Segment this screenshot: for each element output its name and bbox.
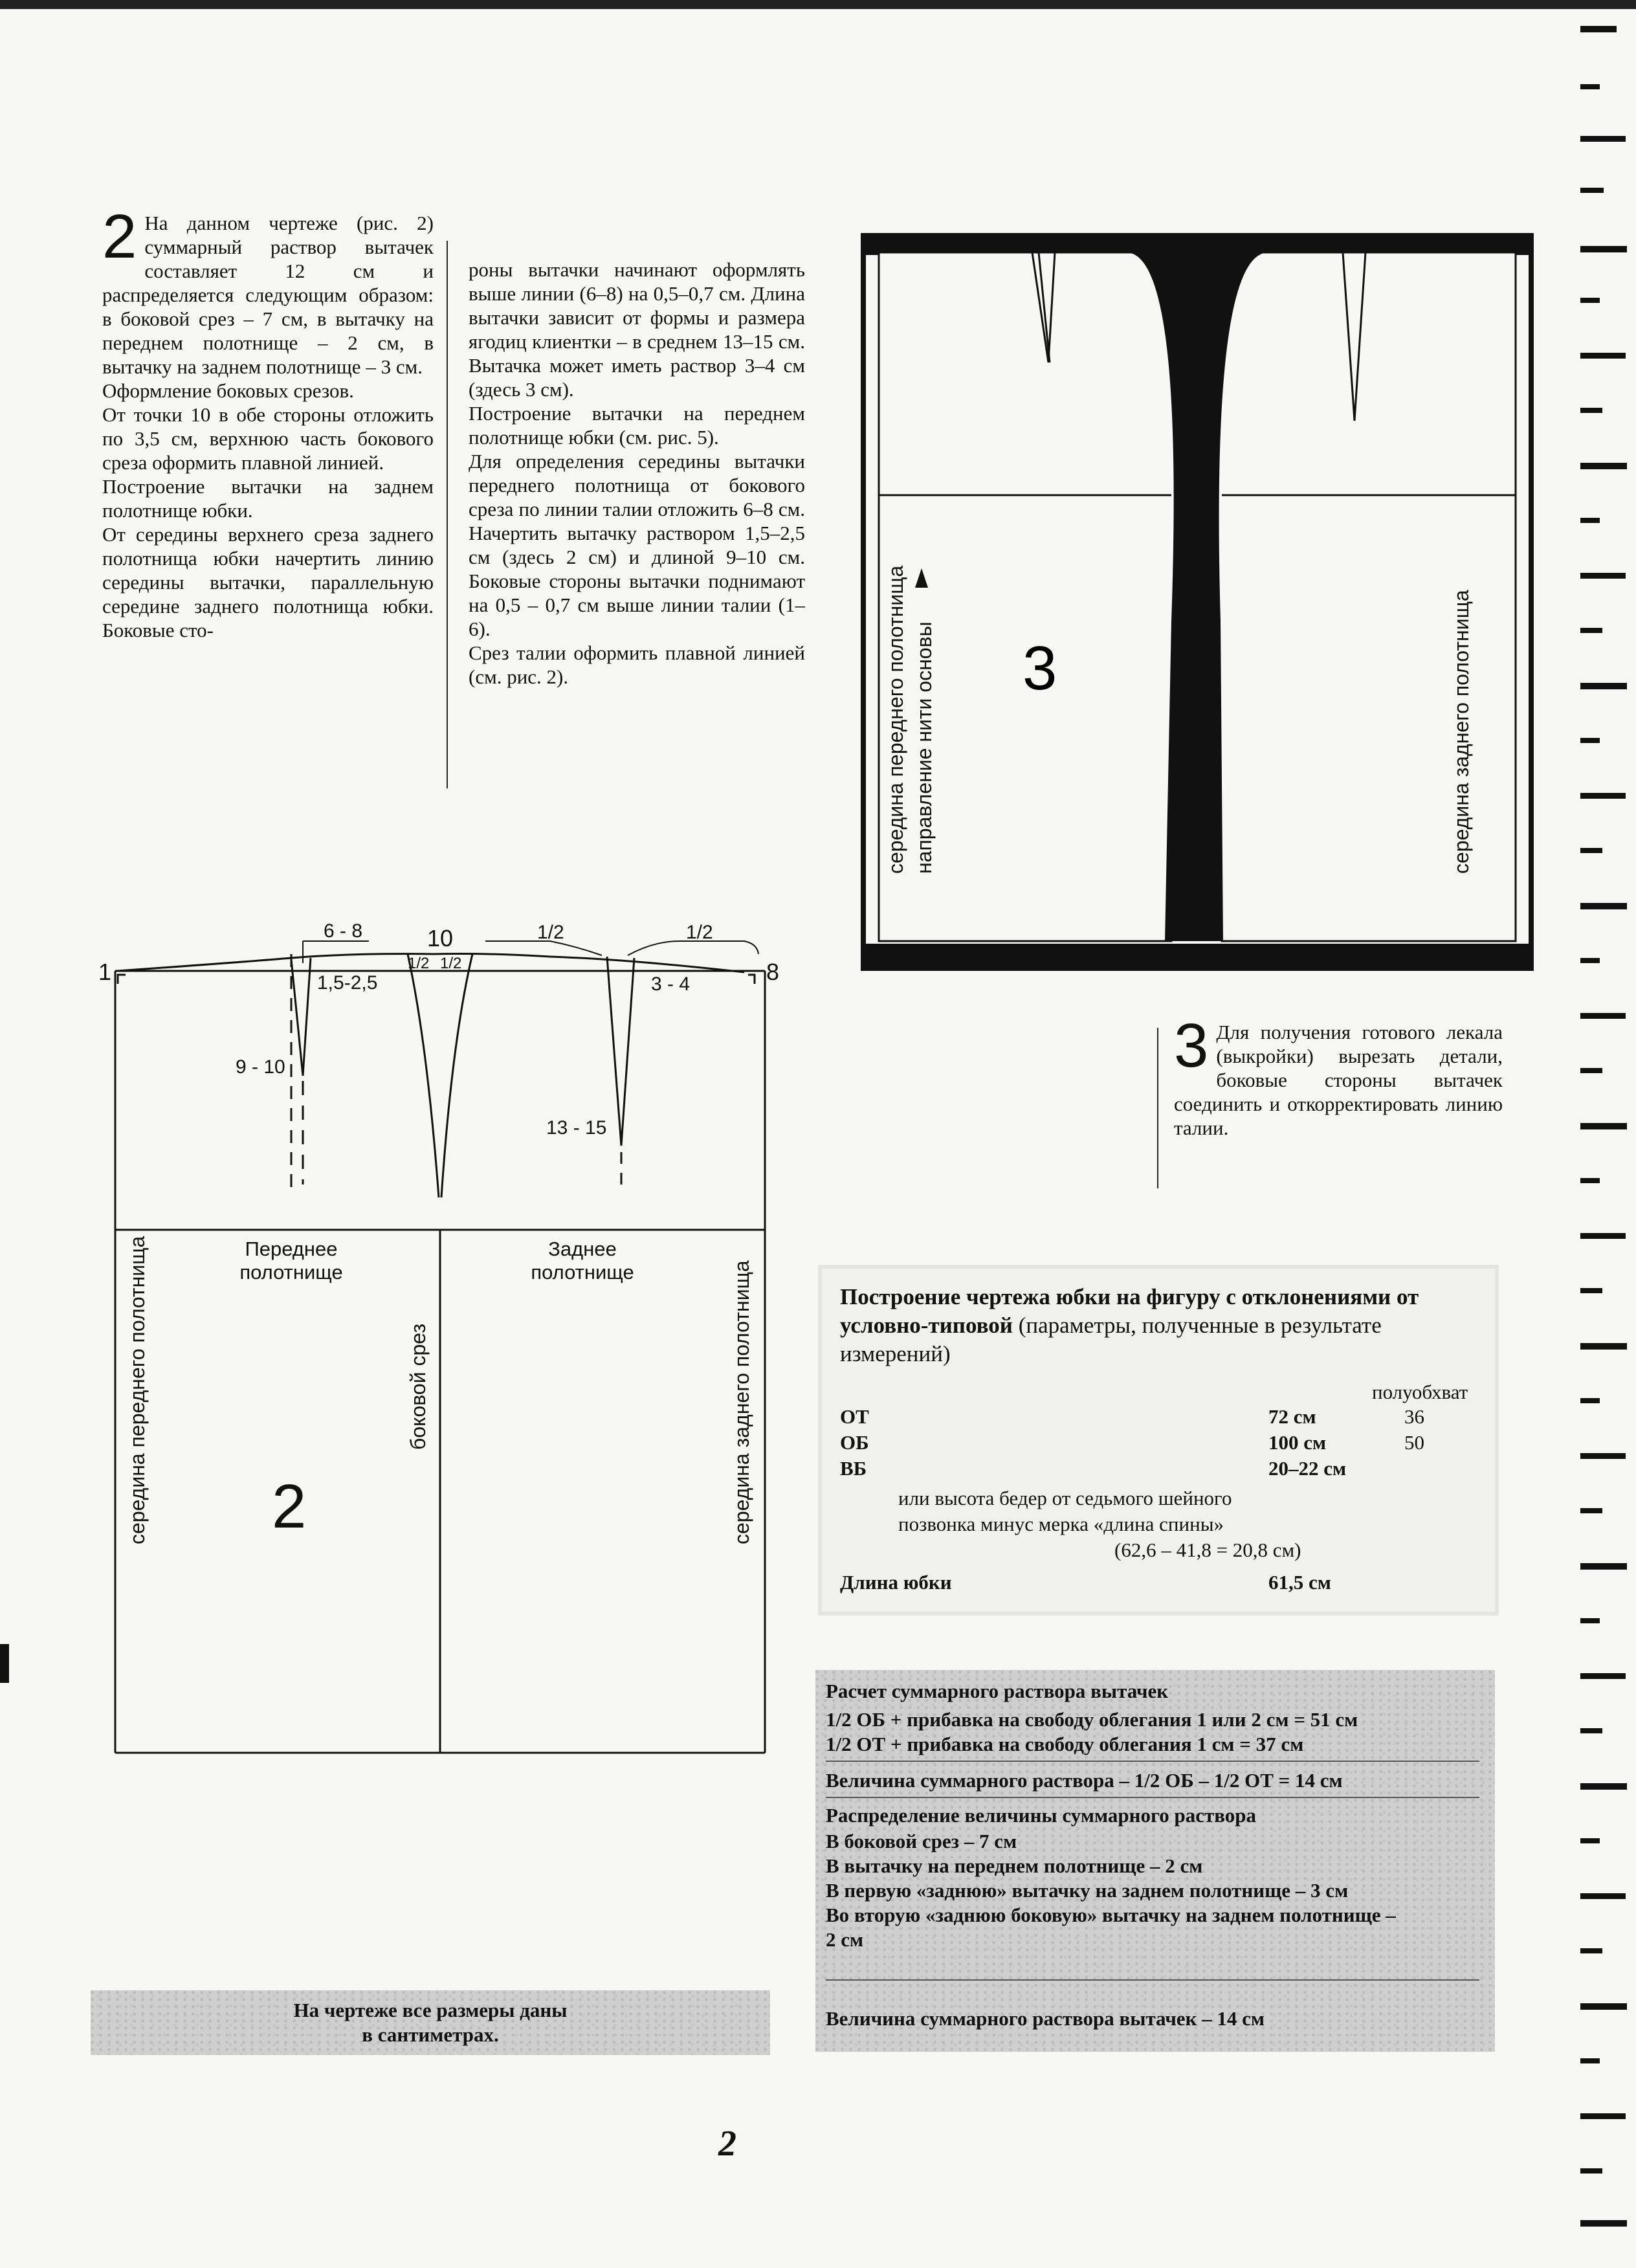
section2-column-1 [102, 202, 434, 642]
calc-title: Расчет суммарного раствора вытачек [826, 1680, 1169, 1702]
dim-6-8: 6 - 8 [324, 920, 363, 942]
calc-dist-line: В вытачку на переднем полотнище – 2 см [826, 1854, 1203, 1877]
dim-half-3: 1/2 [537, 922, 564, 943]
units-note-line-1: На чертеже все размеры даны [293, 1999, 568, 2021]
half-girth-header: полуобхват [1372, 1381, 1468, 1403]
calc-dist-line: В первую «заднюю» вытачку на заднем полотнище – 3 см [826, 1879, 1349, 1902]
table-row-name: ВБ [840, 1457, 867, 1480]
point-10: 10 [427, 925, 454, 951]
calc-divider [826, 1979, 1479, 1981]
section2-paragraph: Срез талии оформить плавной линией (см. рис. 2). [469, 641, 805, 688]
dim-1-5-2-5: 1,5-2,5 [317, 972, 378, 994]
figure-3-left-label-2: направление нити основы [912, 621, 936, 874]
front-panel-label: Переднее полотнище [239, 1238, 343, 1284]
table-title-bold: Построение чертежа юбки на фигуру с отклонениями от условно-типовой [840, 1284, 1419, 1338]
section3-paragraph: Для получения готового лекала (выкройки) вырезать детали, боковые стороны вытачек соединить и откорректировать линию талии. [1174, 1021, 1503, 1139]
table-row-half: 36 [1404, 1405, 1424, 1428]
figure-2-diagram [97, 913, 796, 1767]
calc-divider [826, 1797, 1479, 1798]
figure-3-right-label: середина заднего полотнища [1450, 590, 1473, 874]
table-title-rest: (параметры, полученные в результате измерений) [840, 1313, 1382, 1366]
back-panel-label: Заднее полотнище [531, 1238, 634, 1284]
table-row-value: 20–22 см [1268, 1457, 1347, 1480]
dim-half-2: 1/2 [440, 955, 462, 972]
figure-3-left-label-1: середина переднего полотнища [884, 565, 907, 874]
calc-line: 1/2 ОТ + прибавка на свободу облегания 1 см = 37 см [826, 1733, 1304, 1755]
table-row-value: 100 см [1268, 1431, 1327, 1454]
section2-paragraph: Для определения середины вытачки переднего полотнища от бокового среза по линии талии отложить 6–8 см. Начертить вытачку раствором 1,5–2,5 см (здесь 2 см) и длиной 9–10 см. Боковые стороны вытачки поднимают на 0,5 – 0,7 см выше линии талии (1–6). [469, 450, 805, 640]
figure-3-number: 3 [1022, 634, 1057, 703]
parameters-table [822, 1269, 1495, 1612]
table-title [840, 1283, 1474, 1368]
table-note-3: (62,6 – 41,8 = 20,8 см) [1114, 1539, 1301, 1561]
calc-line: Величина суммарного раствора – 1/2 ОБ – 1/2 ОТ = 14 см [826, 1769, 1343, 1792]
section2-heading-back-dart: Построение вытачки на заднем полотнище юбки. [102, 475, 434, 522]
dim-3-4: 3 - 4 [651, 973, 691, 995]
dart-calculation-box [815, 1670, 1495, 2052]
section3-divider [1157, 1028, 1158, 1188]
section2-column-2 [469, 258, 805, 689]
section3-number: 3 [1174, 1011, 1209, 1080]
dim-9-10: 9 - 10 [236, 1056, 285, 1078]
table-row-name: ОТ [840, 1405, 869, 1428]
figure-2-right-label: середина заднего полотнища [730, 1260, 753, 1544]
units-note-box [91, 1990, 770, 2055]
section3-text [1174, 1011, 1503, 1140]
figure-2-left-label: середина переднего полотнища [126, 1236, 149, 1544]
binding-marks [1566, 0, 1636, 2268]
section2-paragraph: От середины верхнего среза заднего полотнища юбки начертить линию середины вытачки, параллельную середине заднего полотнища юбки. Боковые сто- [102, 523, 434, 641]
skirt-length-value: 61,5 см [1268, 1571, 1331, 1594]
dim-13-15: 13 - 15 [546, 1117, 607, 1139]
table-row-half: 50 [1404, 1431, 1424, 1454]
figure-3-diagram [861, 233, 1534, 971]
figure-2-number: 2 [272, 1472, 307, 1541]
dim-half-1: 1/2 [408, 955, 430, 972]
section2-number: 2 [102, 202, 137, 271]
left-edge-mark [0, 1644, 9, 1683]
side-seam-label: боковой срез [406, 1323, 430, 1450]
table-note-1: или высота бедер от седьмого шейного [898, 1487, 1232, 1509]
table-note-2: позвонка минус мерка «длина спины» [898, 1513, 1224, 1535]
section2-paragraph: На данном чертеже (рис. 2) суммарный раствор вытачек составляет 12 см и распределяется следующим образом: в боковой срез – 7 см, в вытачку на переднем полотнище – 2 см, в вытачку на заднем полотнище – 3 см. [102, 212, 434, 378]
column-divider [447, 241, 448, 788]
table-row-name: ОБ [840, 1431, 869, 1454]
calc-dist-line: Во вторую «заднюю боковую» вытачку на заднем полотнище – 2 см [826, 1904, 1396, 1951]
section2-heading-side: Оформление боковых срезов. [102, 379, 354, 402]
top-border [0, 0, 1636, 9]
calc-dist-title: Распределение величины суммарного раствора [826, 1804, 1257, 1827]
calc-dist-line: В боковой срез – 7 см [826, 1830, 1017, 1852]
table-row-value: 72 см [1268, 1405, 1316, 1428]
dim-half-4: 1/2 [686, 922, 713, 943]
point-1: 1 [98, 959, 112, 985]
point-8: 8 [766, 959, 780, 985]
page-number: 2 [718, 2124, 736, 2164]
calc-total: Величина суммарного раствора вытачек – 14 см [826, 2007, 1265, 2030]
section2-paragraph: роны вытачки начинают оформлять выше линии (6–8) на 0,5–0,7 см. Длина вытачки зависит от формы и размера ягодиц клиентки – в среднем 13–15 см. Вытачка может иметь раствор 3–4 см (здесь 3 см). [469, 258, 805, 401]
units-note-line-2: в сантиметрах. [362, 2023, 499, 2046]
section2-heading-front-dart: Построение вытачки на переднем полотнище юбки (см. рис. 5). [469, 402, 805, 449]
skirt-length-label: Длина юбки [840, 1571, 952, 1594]
section2-paragraph: От точки 10 в обе стороны отложить по 3,5 см, верхнюю часть бокового среза оформить плавной линией. [102, 403, 434, 474]
calc-divider [826, 1761, 1479, 1762]
calc-line: 1/2 ОБ + прибавка на свободу облегания 1 или 2 см = 51 см [826, 1708, 1358, 1731]
